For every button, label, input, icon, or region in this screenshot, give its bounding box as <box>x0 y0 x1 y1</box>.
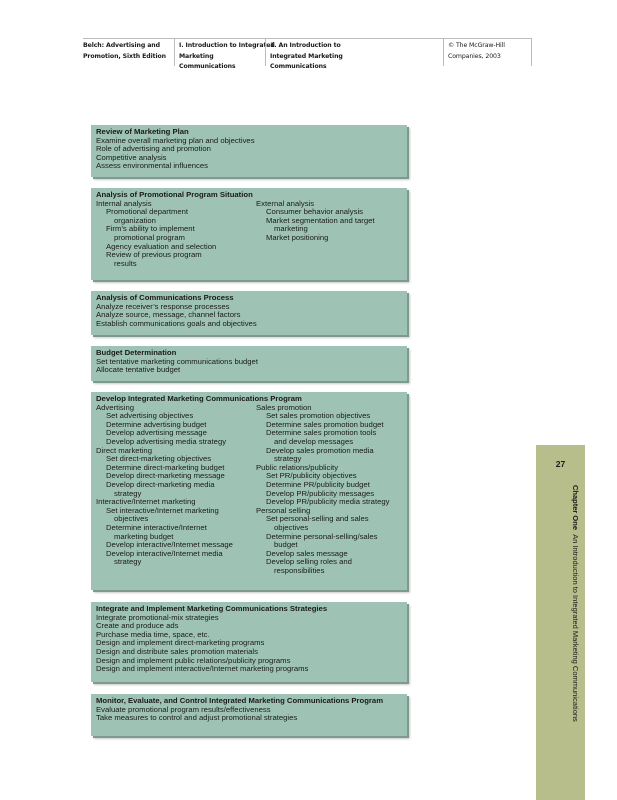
list-item: Promotional department <box>106 207 189 217</box>
review-marketing-plan-box <box>91 125 407 177</box>
list-item: Develop direct-marketing media <box>106 479 215 489</box>
right-column <box>256 200 375 243</box>
list-heading: Interactive/Internet marketing <box>96 497 196 507</box>
two-column-list <box>96 402 402 575</box>
list-heading: Sales promotion <box>256 402 312 412</box>
integrate-implement-box <box>91 602 407 682</box>
box-line: Role of advertising and promotion <box>96 144 211 154</box>
list-item: Determine personal-selling/sales <box>266 531 378 541</box>
box-line: Create and produce ads <box>96 621 179 631</box>
header-divider <box>174 38 175 66</box>
box-line: Analyze source, message, channel factors <box>96 310 241 320</box>
list-item: Set advertising objectives <box>106 411 194 421</box>
page-number: 27 <box>555 459 566 469</box>
list-item: Develop interactive/Internet media <box>106 548 223 558</box>
list-item: Consumer behavior analysis <box>266 207 363 217</box>
box-line: Competitive analysis <box>96 152 167 162</box>
monitor-evaluate-box <box>91 694 407 736</box>
list-heading: Direct marketing <box>96 445 152 455</box>
list-item: Set direct-marketing objectives <box>106 454 212 464</box>
list-item: Develop advertising message <box>106 428 207 438</box>
page-header <box>83 38 532 74</box>
box-line: Design and implement direct-marketing programs <box>96 638 265 648</box>
list-item: objectives <box>114 514 149 524</box>
list-item: budget <box>274 540 298 550</box>
list-item: Market segmentation and target <box>266 215 375 225</box>
box-title: Integrate and Implement Marketing Communications Strategies <box>96 604 328 613</box>
box-title: Analysis of Promotional Program Situation <box>96 190 253 199</box>
communications-process-box <box>91 291 407 335</box>
list-item: promotional program <box>114 232 185 242</box>
header-divider <box>531 38 532 66</box>
box-line: Design and distribute sales promotion materials <box>96 646 258 656</box>
list-item: Set PR/publicity objectives <box>266 471 357 481</box>
header-divider <box>443 38 444 66</box>
box-line: Design and implement interactive/Internet marketing programs <box>96 664 309 674</box>
list-item: Set sales promotion objectives <box>266 411 371 421</box>
box-line: Examine overall marketing plan and objectives <box>96 135 255 145</box>
box-line: Assess environmental influences <box>96 161 208 171</box>
box-line: Design and implement public relations/publicity programs <box>96 655 291 665</box>
list-item: Develop PR/publicity media strategy <box>266 497 390 507</box>
budget-determination-box <box>91 346 407 381</box>
list-heading: Personal selling <box>256 505 311 515</box>
list-item: objectives <box>274 522 309 532</box>
header-part: I. Introduction to Integrated Marketing Communications <box>179 42 275 70</box>
right-column <box>256 404 389 576</box>
chapter-label: Chapter One <box>571 485 580 531</box>
list-item: Develop sales promotion media <box>266 445 374 455</box>
box-title: Analysis of Communications Process <box>96 293 234 302</box>
list-item: Market positioning <box>266 232 329 242</box>
list-item: Develop sales message <box>266 548 348 558</box>
list-item: marketing budget <box>114 531 174 541</box>
box-line: Establish communications goals and objectives <box>96 318 257 328</box>
list-item: Determine direct-marketing budget <box>106 462 225 472</box>
box-line: Integrate promotional-mix strategies <box>96 612 219 622</box>
two-column-list <box>96 200 402 269</box>
box-title: Review of Marketing Plan <box>96 127 189 136</box>
list-item: and develop messages <box>274 436 354 446</box>
list-item: results <box>114 258 137 268</box>
list-heading: Advertising <box>96 402 135 412</box>
chapter-side-tab <box>536 445 585 800</box>
list-heading: External analysis <box>256 198 315 208</box>
header-chapter: 1. An Introduction to Integrated Marketing Communications <box>270 42 343 70</box>
list-item: Determine advertising budget <box>106 419 207 429</box>
promotional-situation-box <box>91 188 407 280</box>
list-item: Determine PR/publicity budget <box>266 479 370 489</box>
chapter-title: An Introduction to Integrated Marketing Communications <box>571 534 580 722</box>
box-line: Evaluate promotional program results/effectiveness <box>96 704 271 714</box>
list-item: Develop advertising media strategy <box>106 436 227 446</box>
list-item: Review of previous program <box>106 250 202 260</box>
header-divider <box>265 38 266 66</box>
box-title: Monitor, Evaluate, and Control Integrated Marketing Communications Program <box>96 696 384 705</box>
list-item: Firm’s ability to implement <box>106 224 195 234</box>
list-item: strategy <box>114 488 142 498</box>
list-item: Determine interactive/Internet <box>106 522 207 532</box>
list-item: Determine sales promotion tools <box>266 428 377 438</box>
box-line: Analyze receiver’s response processes <box>96 301 230 311</box>
running-chapter-title <box>571 485 580 775</box>
list-item: Develop PR/publicity messages <box>266 488 375 498</box>
develop-imc-program-box <box>91 392 407 590</box>
list-heading: Public relations/publicity <box>256 462 339 472</box>
list-item: Develop direct-marketing message <box>106 471 225 481</box>
box-title: Budget Determination <box>96 348 177 357</box>
box-line: Set tentative marketing communications budget <box>96 356 258 366</box>
list-item: Set interactive/Internet marketing <box>106 505 219 515</box>
list-heading: Internal analysis <box>96 198 152 208</box>
list-item: marketing <box>274 224 308 234</box>
list-item: Agency evaluation and selection <box>106 241 217 251</box>
list-item: Develop interactive/Internet message <box>106 540 233 550</box>
list-item: Set personal-selling and sales <box>266 514 369 524</box>
list-item: Develop selling roles and <box>266 557 352 567</box>
list-item: strategy <box>274 454 302 464</box>
box-line: Take measures to control and adjust promotional strategies <box>96 713 298 723</box>
list-item: strategy <box>114 557 142 567</box>
list-item: responsibilities <box>274 565 325 575</box>
box-line: Allocate tentative budget <box>96 365 181 375</box>
list-item: organization <box>114 215 156 225</box>
box-line: Purchase media time, space, etc. <box>96 629 210 639</box>
list-item: Determine sales promotion budget <box>266 419 384 429</box>
box-title: Develop Integrated Marketing Communications Program <box>96 394 302 403</box>
header-copyright: © The McGraw-Hill Companies, 2003 <box>448 42 505 60</box>
header-book-title: Belch: Advertising and Promotion, Sixth Edition <box>83 42 166 60</box>
